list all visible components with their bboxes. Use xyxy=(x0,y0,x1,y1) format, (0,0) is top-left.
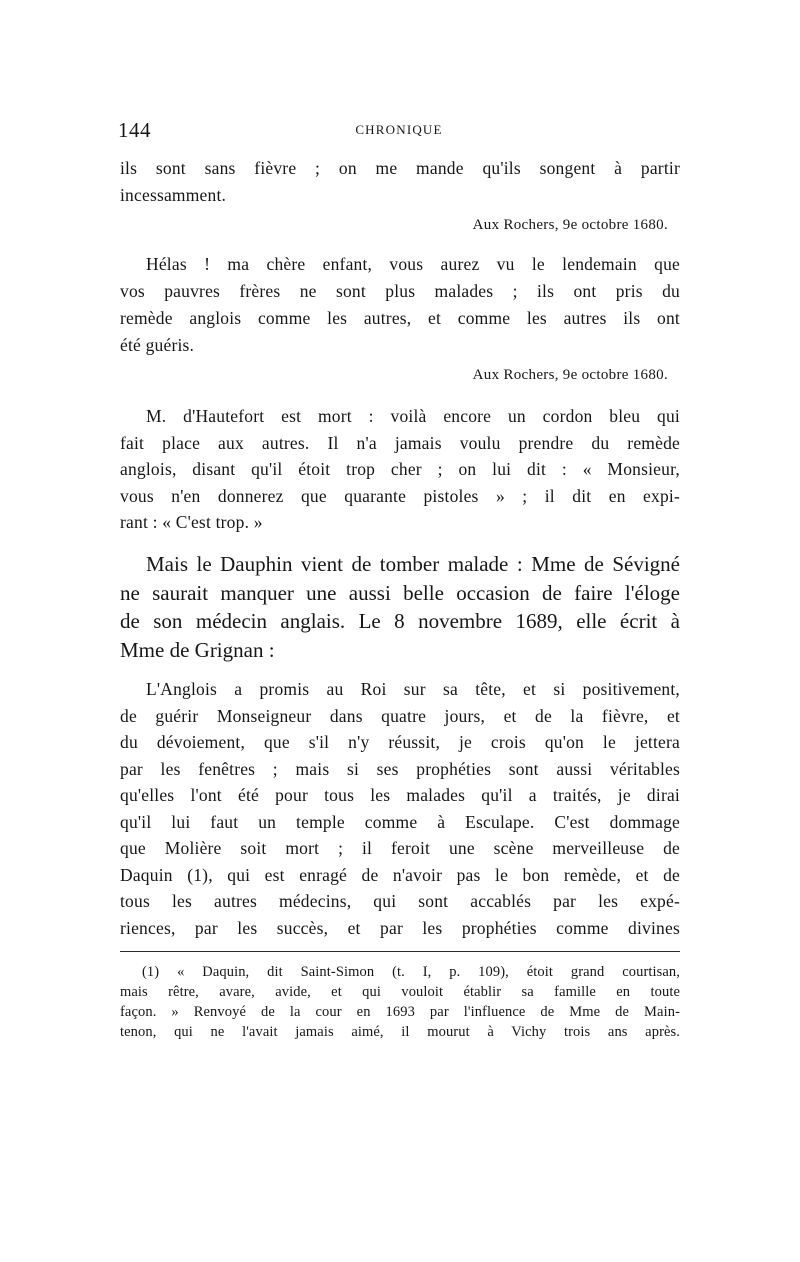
footnote-line: mais rêtre, avare, avide, et qui vouloit établir sa famille en toute xyxy=(120,984,680,1000)
text-line: Daquin (1), qui est enragé de n'avoir pas le bon remède, et de xyxy=(120,864,680,885)
text-line: vos pauvres frères ne sont plus malades ; ils ont pris du xyxy=(120,281,680,301)
footnote xyxy=(120,962,680,1042)
footnote-line: façon. » Renvoyé de la cour en 1693 par l'influence de Mme de Main- xyxy=(120,1004,680,1020)
letter-excerpt-3 xyxy=(120,403,680,536)
dateline: Aux Rochers, 9e octobre 1680. xyxy=(472,367,668,383)
page-number: 144 xyxy=(118,118,151,142)
text-line: qu'il lui faut un temple comme à Esculape. C'est dommage xyxy=(120,811,680,832)
text-line: ne saurait manquer une aussi belle occasion de faire l'éloge xyxy=(120,580,680,605)
text-line: Hélas ! ma chère enfant, vous aurez vu le lendemain que xyxy=(146,254,680,274)
text-line: Mme de Grignan : xyxy=(120,637,275,662)
text-line: du dévoiement, que s'il n'y réussit, je crois qu'on le jettera xyxy=(120,732,680,752)
text-line: L'Anglois a promis au Roi sur sa tête, et si positivement, xyxy=(146,679,680,699)
text-line: riences, par les succès, et par les prophéties comme divines xyxy=(120,917,680,938)
footnote-line: (1) « Daquin, dit Saint-Simon (t. I, p. 109), étoit grand courtisan, xyxy=(142,964,680,980)
text-line: incessamment. xyxy=(120,185,227,205)
text-line: que Molière soit mort ; il feroit une scène merveilleuse de xyxy=(120,838,680,858)
text-line: vous n'en donnerez que quarante pistoles » ; il dit en expi- xyxy=(120,485,680,506)
text-line: été guéris. xyxy=(120,335,195,355)
page-header xyxy=(118,118,680,142)
footnote-line: tenon, qui ne l'avait jamais aimé, il mourut à Vichy trois ans après. xyxy=(120,1024,680,1040)
text-line: M. d'Hautefort est mort : voilà encore un cordon bleu qui xyxy=(146,406,680,426)
dateline: Aux Rochers, 9e octobre 1680. xyxy=(472,217,668,233)
text-line: rant : « C'est trop. » xyxy=(120,512,263,532)
letter-excerpt-2 xyxy=(120,251,680,389)
running-head: CHRONIQUE xyxy=(355,122,443,137)
letter-excerpt-1 xyxy=(120,155,680,239)
text-line: tous les autres médecins, qui sont accablés par les expé- xyxy=(120,891,680,911)
text-line: par les fenêtres ; mais si ses prophéties sont aussi véritables xyxy=(120,758,680,779)
text-line: qu'elles l'ont été pour tous les malades qu'il a traités, je dirai xyxy=(120,785,680,805)
text-line: anglois, disant qu'il étoit trop cher ; on lui dit : « Monsieur, xyxy=(120,459,680,479)
commentary-paragraph xyxy=(120,550,680,664)
letter-excerpt-4 xyxy=(120,676,680,941)
footnote-divider xyxy=(120,951,680,952)
text-line: fait place aux autres. Il n'a jamais voulu prendre du remède xyxy=(120,432,680,453)
text-line: Mais le Dauphin vient de tomber malade : Mme de Sévigné xyxy=(146,552,680,576)
text-line: remède anglois comme les autres, et comme les autres ils ont xyxy=(120,308,680,328)
text-line: de son médecin anglais. Le 8 novembre 1689, elle écrit à xyxy=(120,609,680,633)
text-line: ils sont sans fièvre ; on me mande qu'ils songent à partir xyxy=(120,158,680,178)
text-line: de guérir Monseigneur dans quatre jours, et de la fièvre, et xyxy=(120,705,680,726)
